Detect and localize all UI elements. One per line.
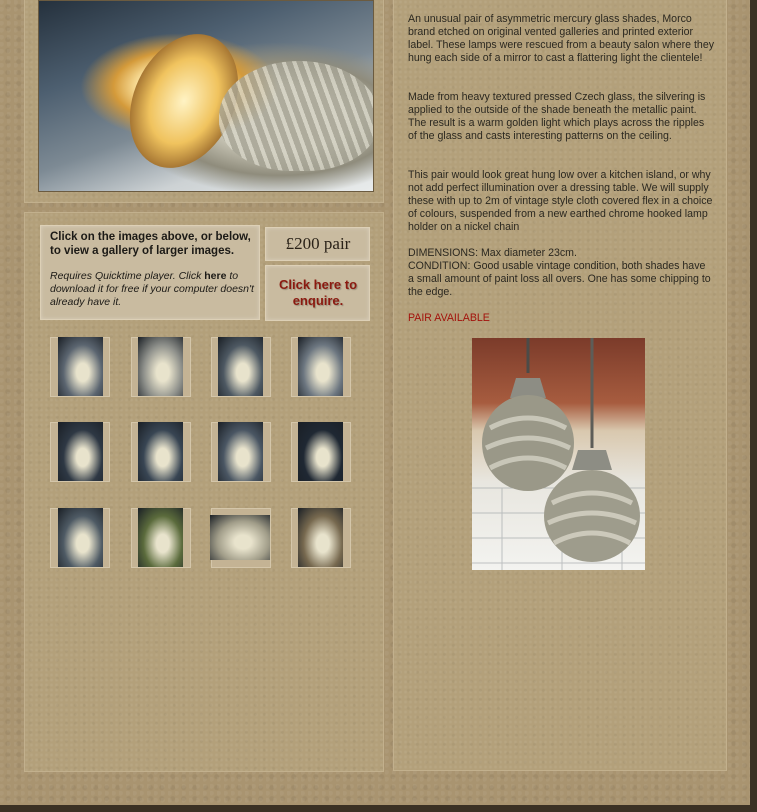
gallery-thumbnail[interactable] <box>58 337 103 396</box>
gallery-thumbnail[interactable] <box>298 508 343 567</box>
lamp-pair-photo[interactable] <box>472 338 645 570</box>
description-paragraph-2: Made from heavy textured pressed Czech glass, the silvering is applied to the outside of the shade beneath the metallic paint. The result is a warm golden light which plays across the ripples of the glass and casts interesting patterns on the ceiling. <box>408 91 706 142</box>
condition-text: CONDITION: Good usable vintage condition, both shades have a small amount of paint loss all overs. One has some chipping to the edge. <box>408 260 711 298</box>
quicktime-note-post: to download it for free if your computer doesn't already have it. <box>50 270 254 308</box>
hero-lamp-image[interactable] <box>38 0 374 192</box>
page-shadow-right <box>750 0 757 812</box>
price-label: £200 pair <box>285 234 351 253</box>
lamp-pair-illustration <box>472 338 645 570</box>
gallery-thumbnail[interactable] <box>58 422 103 481</box>
gallery-thumbnail[interactable] <box>298 337 343 396</box>
quicktime-download-link[interactable]: here <box>204 270 227 282</box>
lamp-ripple-shade <box>219 61 374 171</box>
gallery-thumbnail[interactable] <box>298 422 343 481</box>
gallery-thumbnail[interactable] <box>218 422 263 481</box>
availability-status: PAIR AVAILABLE <box>408 312 490 324</box>
gallery-thumbnail[interactable] <box>210 515 270 560</box>
quicktime-note-pre: Requires Quicktime player. Click <box>50 270 205 282</box>
gallery-thumbnail[interactable] <box>138 337 183 396</box>
enquire-label[interactable]: Click here to enquire. <box>278 277 358 308</box>
gallery-thumbnail[interactable] <box>138 422 183 481</box>
gallery-thumbnail[interactable] <box>58 508 103 567</box>
description-paragraph-1: An unusual pair of asymmetric mercury glass shades, Morco brand etched on original vented galleries and printed exterior label. These lamps were rescued from a beauty salon where they hung each side of a mirror to cast a flattering light the clientele! <box>408 13 715 64</box>
description-paragraph-3: This pair would look great hung low over a kitchen island, or why not add perfect illumination over a dressing table. We will supply these with up to 2m of vintage style cloth covered flex in a choice of colours, suspended from a new earthed chrome hooked lamp holder on a nickel chain <box>408 169 713 233</box>
gallery-thumbnail[interactable] <box>218 337 263 396</box>
dimensions-text: DIMENSIONS: Max diameter 23cm. <box>408 247 577 259</box>
gallery-thumbnail[interactable] <box>138 508 183 567</box>
gallery-instructions: Click on the images above, or below, to view a gallery of larger images. <box>50 231 251 257</box>
quicktime-note <box>50 270 255 309</box>
page-shadow-bottom <box>0 805 757 812</box>
